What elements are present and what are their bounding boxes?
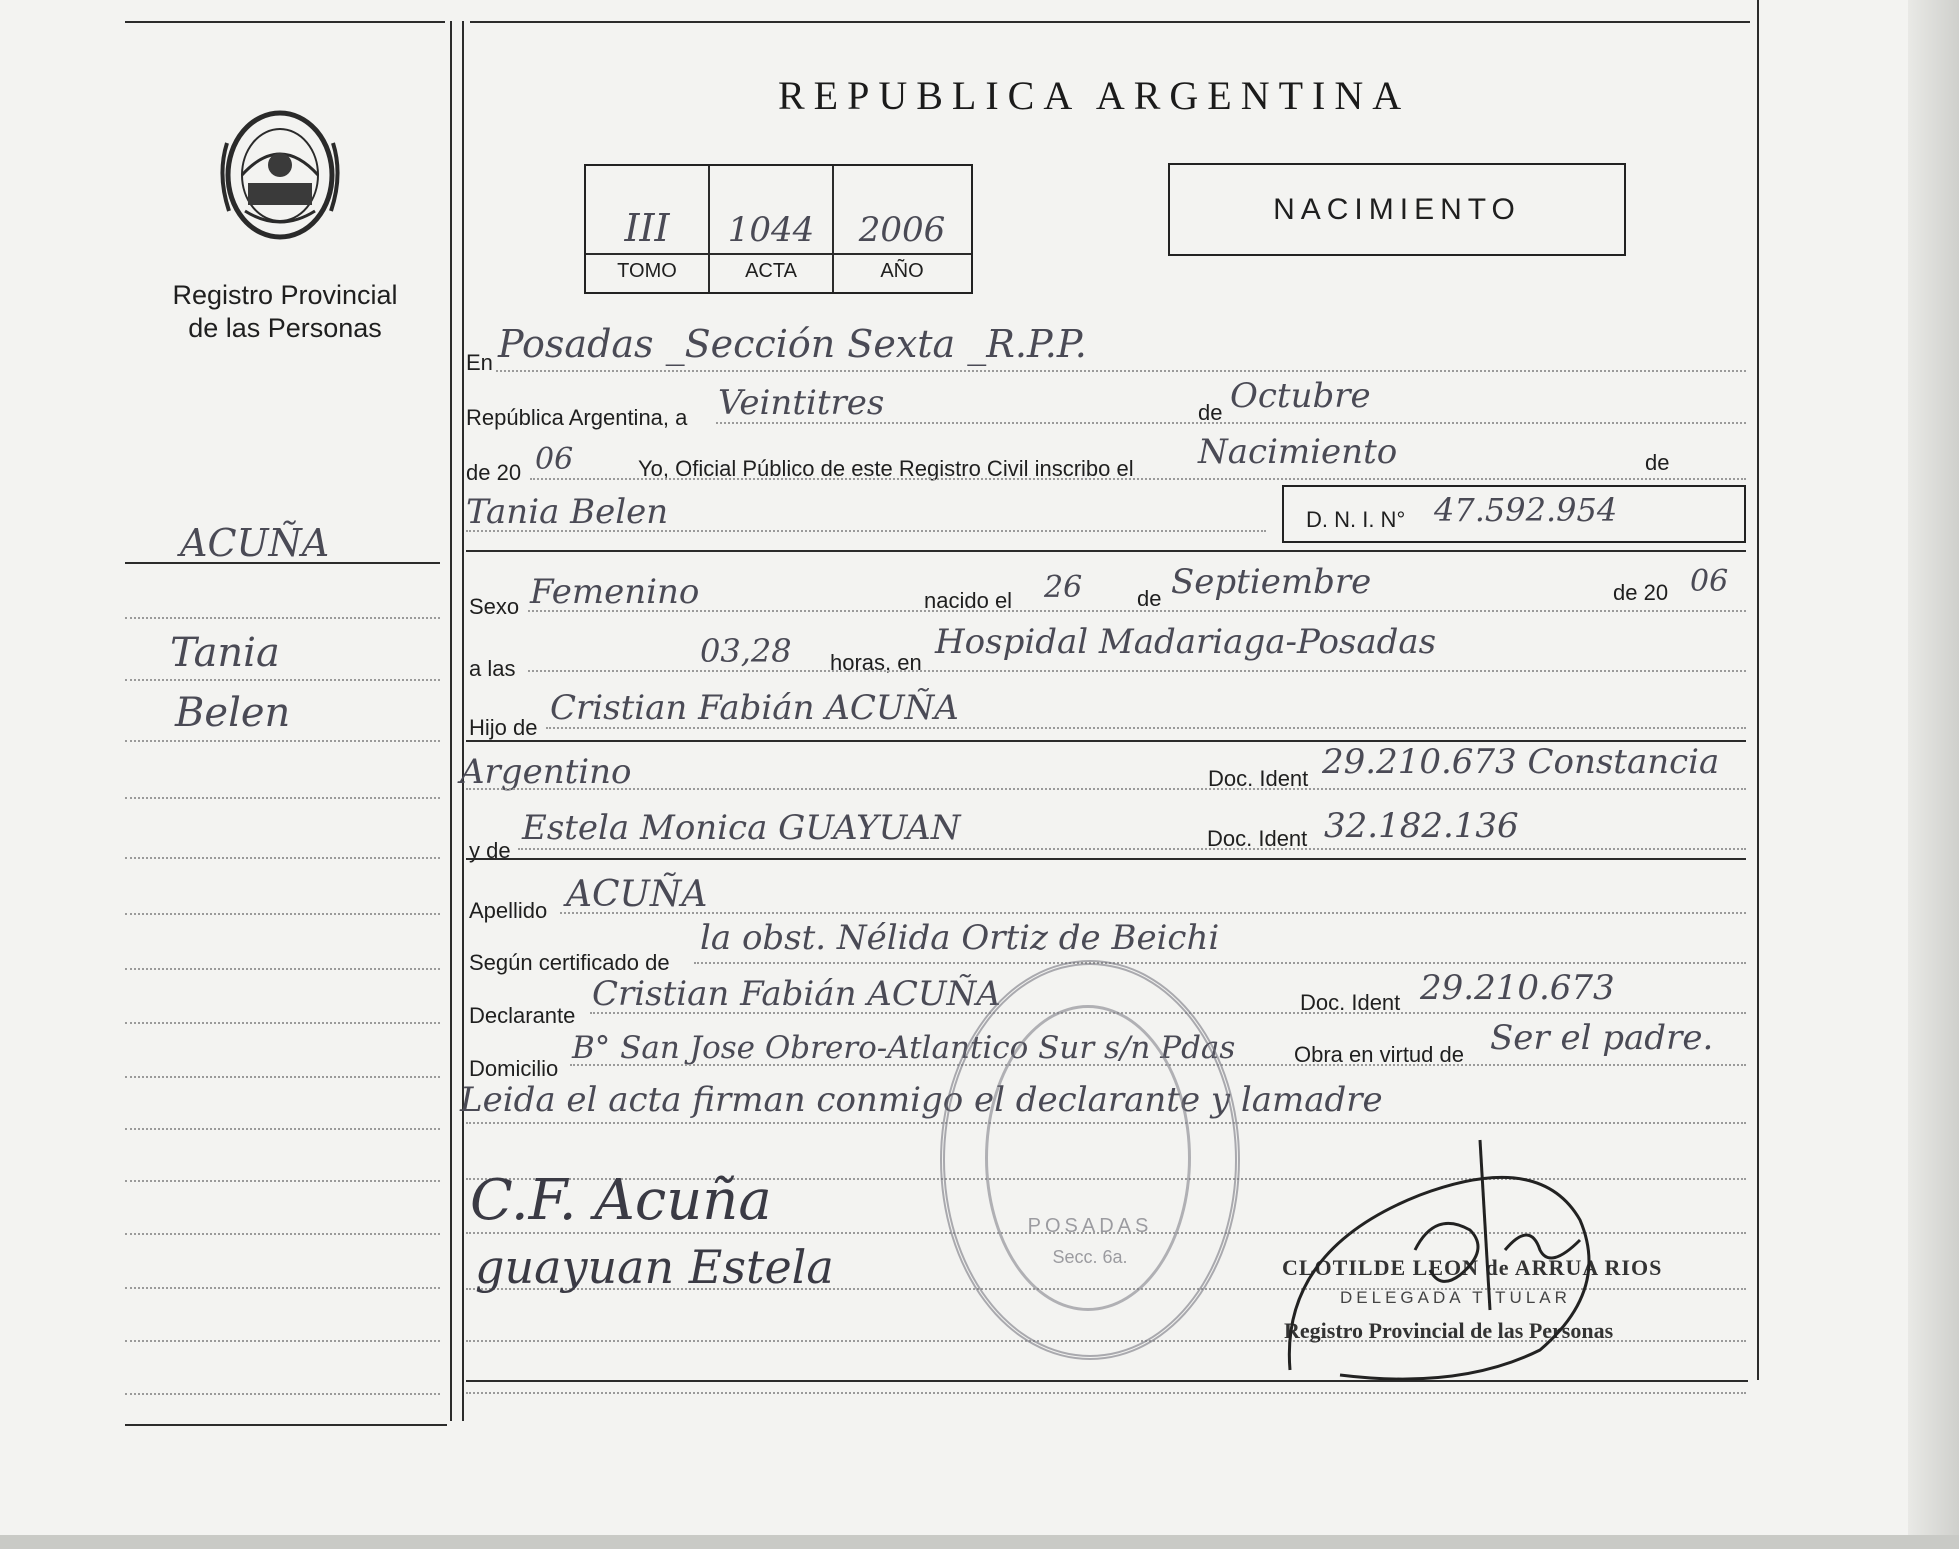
margin-dotline xyxy=(125,1287,440,1289)
margin-rule xyxy=(125,562,440,564)
margin-surname: ACUÑA xyxy=(180,521,330,565)
declarante-value: Cristian Fabián ACUÑA xyxy=(592,974,1001,1014)
tomo-value: III xyxy=(624,206,670,250)
birth-month-value: Septiembre xyxy=(1171,562,1372,602)
registry-line-1: Registro Provincial xyxy=(172,280,398,310)
birth-day-value: 26 xyxy=(1044,570,1083,605)
record-type: NACIMIENTO xyxy=(1273,193,1521,226)
mother-doc-value: 32.182.136 xyxy=(1324,806,1519,846)
de-label: de xyxy=(1137,586,1162,611)
margin-dotline xyxy=(125,968,440,970)
dotline xyxy=(694,962,1746,964)
anio-label: AÑO xyxy=(880,260,924,282)
margin-dotline xyxy=(125,679,440,681)
official-org: Registro Provincial de las Personas xyxy=(1284,1318,1614,1343)
margin-dotline xyxy=(125,1233,440,1235)
segun-value: la obst. Nélida Ortiz de Beichi xyxy=(700,918,1220,958)
doc-label: Doc. Ident xyxy=(1300,990,1401,1015)
round-stamp-sub: Secc. 6a. xyxy=(1052,1247,1128,1267)
page-edge xyxy=(1908,0,1959,1549)
en-label: En xyxy=(466,350,493,375)
obra-value: Ser el padre. xyxy=(1490,1018,1714,1058)
column-divider xyxy=(450,21,452,1421)
declarante-label: Declarante xyxy=(469,1003,576,1028)
de-label: de xyxy=(1645,450,1670,475)
dni-label: D. N. I. N° xyxy=(1306,507,1406,532)
dni-box xyxy=(1282,485,1746,543)
dotline xyxy=(716,422,1746,424)
page-bottom-edge xyxy=(0,1535,1959,1549)
official-signature xyxy=(1280,1100,1640,1390)
en-value: Posadas _Sección Sexta _R.P.P. xyxy=(498,322,1087,366)
top-rule-right xyxy=(470,21,1750,23)
margin-dotline xyxy=(125,1076,440,1078)
hijo-label: Hijo de xyxy=(469,715,538,740)
nacido-label: nacido el xyxy=(924,588,1013,613)
y-de-label: y de xyxy=(469,838,511,863)
father-doc-value: 29.210.673 Constancia xyxy=(1322,742,1720,782)
dotline xyxy=(560,912,1746,914)
dotline xyxy=(496,370,1746,372)
column-divider-inner xyxy=(462,21,464,1421)
dotline xyxy=(518,848,1746,850)
margin-dotline xyxy=(125,1393,440,1395)
round-stamp-center: POSADAS xyxy=(1027,1215,1153,1237)
birth-year-prefix: de 20 xyxy=(1613,580,1669,605)
mother-name-value: Estela Monica GUAYUAN xyxy=(522,808,961,848)
apellido-value: ACUÑA xyxy=(566,874,708,915)
declarante-doc-value: 29.210.673 xyxy=(1420,968,1615,1008)
margin-dotline xyxy=(125,913,440,915)
provincial-seal-icon xyxy=(215,103,345,253)
record-type-box xyxy=(1168,163,1626,256)
time-value: 03,28 xyxy=(700,632,792,670)
official-title: DELEGADA TITULAR xyxy=(1340,1288,1571,1307)
closing-text: Leida el acta firman conmigo el declarante y lamadre xyxy=(460,1080,1383,1120)
acta-value: 1044 xyxy=(727,210,815,250)
margin-dotline xyxy=(125,1340,440,1342)
oficial-text: Yo, Oficial Público de este Registro Civil inscribo el xyxy=(638,456,1134,481)
dotline xyxy=(546,727,1746,729)
inscribo-value: Nacimiento xyxy=(1198,432,1398,472)
segun-label: Según certificado de xyxy=(469,950,670,975)
child-name-value: Tania Belen xyxy=(466,492,669,532)
obra-label: Obra en virtud de xyxy=(1294,1042,1464,1067)
signature-mother: guayuan Estela xyxy=(475,1240,834,1294)
doc-label: Doc. Ident xyxy=(1207,826,1308,851)
horas-label: horas, en xyxy=(830,650,922,675)
father-name-value: Cristian Fabián ACUÑA xyxy=(550,688,959,728)
domicilio-value: B° San Jose Obrero-Atlantico Sur s/n Pdas xyxy=(572,1030,1236,1066)
country-title: REPUBLICA ARGENTINA xyxy=(778,73,1411,118)
birth-place-value: Hospidal Madariaga-Posadas xyxy=(935,622,1437,662)
sexo-value: Femenino xyxy=(530,572,700,612)
acta-label: ACTA xyxy=(745,260,797,282)
month-value: Octubre xyxy=(1230,376,1371,416)
margin-dotline xyxy=(125,617,440,619)
section-rule xyxy=(466,858,1746,860)
margin-name-1: Tania xyxy=(170,630,280,676)
dotline xyxy=(530,478,1746,480)
margin-dotline xyxy=(125,1180,440,1182)
domicilio-label: Domicilio xyxy=(469,1056,559,1081)
margin-dotline xyxy=(125,797,440,799)
bottom-rule-left xyxy=(125,1424,447,1426)
dni-value: 47.592.954 xyxy=(1434,491,1618,529)
birth-year-value: 06 xyxy=(1690,564,1729,599)
right-border xyxy=(1757,0,1759,1380)
year-value: 06 xyxy=(535,442,574,477)
year-prefix: de 20 xyxy=(466,460,522,485)
day-value: Veintitres xyxy=(718,383,885,423)
margin-dotline xyxy=(125,1022,440,1024)
margin-name-2: Belen xyxy=(175,690,291,736)
margin-dotline xyxy=(125,857,440,859)
dotline xyxy=(528,610,1746,612)
round-stamp xyxy=(940,960,1240,1360)
official-name: CLOTILDE LEON de ARRUA RIOS xyxy=(1282,1255,1663,1280)
dotline xyxy=(466,788,1746,790)
republica-label: República Argentina, a xyxy=(466,405,688,430)
margin-dotline xyxy=(125,740,440,742)
margin-dotline xyxy=(125,1128,440,1130)
record-number-box xyxy=(584,164,973,294)
apellido-label: Apellido xyxy=(469,898,548,923)
section-rule xyxy=(466,550,1746,552)
dotline xyxy=(466,1392,1746,1394)
top-rule-left xyxy=(125,21,445,23)
record-box-rule xyxy=(586,253,971,255)
registry-line-2: de las Personas xyxy=(188,313,382,343)
doc-label: Doc. Ident xyxy=(1208,766,1309,791)
dotline xyxy=(466,530,1266,532)
a-las-label: a las xyxy=(469,656,516,681)
dotline xyxy=(528,670,1746,672)
anio-value: 2006 xyxy=(858,210,946,250)
signature-declarante: C.F. Acuña xyxy=(470,1168,772,1233)
de-label: de xyxy=(1198,400,1223,425)
sexo-label: Sexo xyxy=(469,594,520,619)
tomo-label: TOMO xyxy=(617,260,677,282)
registry-title xyxy=(155,279,415,345)
father-nationality-value: Argentino xyxy=(460,752,632,792)
